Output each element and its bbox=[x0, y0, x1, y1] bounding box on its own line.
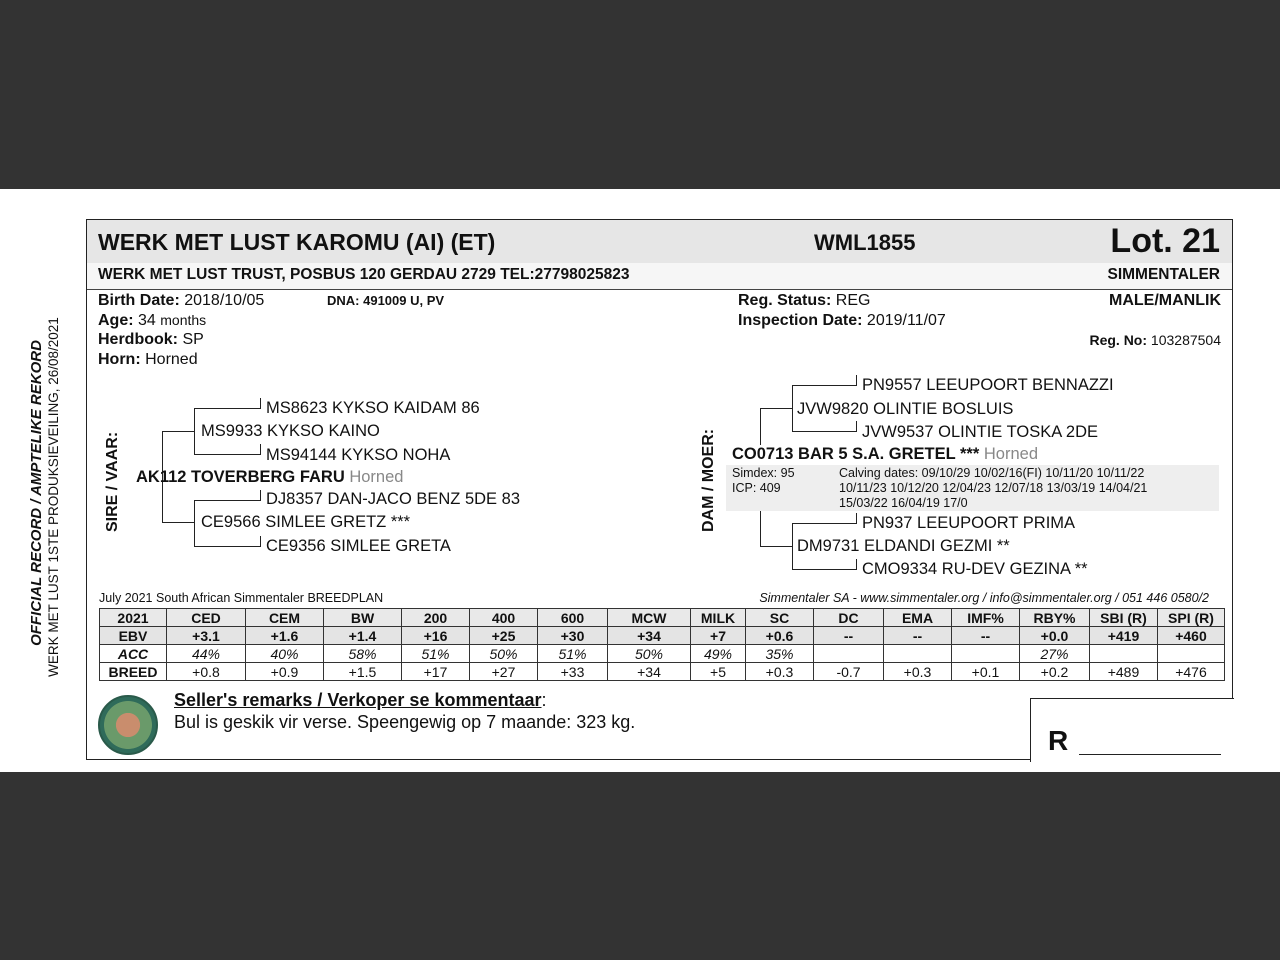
price-currency-label: R bbox=[1048, 725, 1069, 756]
owner-info: WERK MET LUST TRUST, POSBUS 120 GERDAU 2729 TEL:27798025823 bbox=[98, 266, 630, 283]
ebv-cell: -- bbox=[814, 627, 884, 645]
ebv-row-label: BREED bbox=[100, 663, 167, 681]
ebv-header-cell: MCW bbox=[608, 609, 691, 627]
horn bbox=[98, 351, 198, 369]
bottom-dark-band bbox=[0, 772, 1280, 960]
reg-number bbox=[1089, 332, 1221, 348]
sire-dam-dam: CE9356 SIMLEE GRETA bbox=[266, 537, 451, 555]
ebv-cell: 35% bbox=[746, 645, 814, 663]
herdbook-label: Herdbook: bbox=[98, 331, 178, 348]
ebv-cell: +1.6 bbox=[246, 627, 324, 645]
age-unit: months bbox=[160, 312, 207, 328]
inspection-label: Inspection Date: bbox=[738, 312, 863, 329]
ebv-cell: 58% bbox=[324, 645, 402, 663]
inspection-date bbox=[738, 312, 946, 330]
dam-calving-line-2: 10/11/23 10/12/20 12/04/23 12/07/18 13/03/19 14/04/21 bbox=[839, 481, 1148, 495]
ebv-cell: +30 bbox=[538, 627, 608, 645]
breed-name: SIMMENTALER bbox=[1107, 266, 1220, 283]
ebv-cell: +16 bbox=[402, 627, 470, 645]
ebv-cell: +0.0 bbox=[1020, 627, 1090, 645]
ebv-cell bbox=[1158, 645, 1225, 663]
dam-dam-sire: PN937 LEEUPOORT PRIMA bbox=[862, 514, 1076, 532]
ebv-header-cell: DC bbox=[814, 609, 884, 627]
ebv-row-breed bbox=[100, 663, 1225, 681]
inspection-value: 2019/11/07 bbox=[866, 312, 946, 329]
ebv-cell bbox=[884, 645, 952, 663]
price-write-line[interactable] bbox=[1079, 754, 1221, 755]
auction-label: WERK MET LUST 1STE PRODUKSIEVEILING, 26/08/2021 bbox=[46, 317, 61, 677]
ebv-cell: +0.1 bbox=[952, 663, 1020, 681]
price-box[interactable] bbox=[1030, 698, 1234, 762]
age-value: 34 bbox=[138, 312, 156, 329]
ebv-cell: 50% bbox=[470, 645, 538, 663]
ebv-cell: +27 bbox=[470, 663, 538, 681]
ebv-header-cell: IMF% bbox=[952, 609, 1020, 627]
ebv-cell: +476 bbox=[1158, 663, 1225, 681]
ebv-header-cell: SC bbox=[746, 609, 814, 627]
reg-status-label: Reg. Status: bbox=[738, 292, 832, 309]
ebv-cell: +7 bbox=[691, 627, 746, 645]
ebv-cell: -0.7 bbox=[814, 663, 884, 681]
ebv-cell: +17 bbox=[402, 663, 470, 681]
dam-sire-dam: JVW9537 OLINTIE TOSKA 2DE bbox=[862, 423, 1098, 441]
sire-dam-sire: DJ8357 DAN-JACO BENZ 5DE 83 bbox=[266, 490, 521, 508]
ebv-cell: 40% bbox=[246, 645, 324, 663]
sex: MALE/MANLIK bbox=[1109, 292, 1221, 309]
ebv-header-cell: EMA bbox=[884, 609, 952, 627]
breedplan-note: July 2021 South African Simmentaler BREEDPLAN bbox=[99, 591, 384, 605]
ebv-cell: +0.3 bbox=[884, 663, 952, 681]
dam-animal bbox=[732, 445, 1038, 464]
ebv-row-ebv bbox=[100, 627, 1225, 645]
sire-dam: CE9566 SIMLEE GRETZ *** bbox=[201, 513, 411, 531]
reg-status bbox=[738, 292, 870, 310]
sire-name: AK112 TOVERBERG FARU bbox=[136, 468, 345, 486]
ebv-cell: 49% bbox=[691, 645, 746, 663]
dam-calving-line-1: Calving dates: 09/10/29 10/02/16(FI) 10/11/20 10/11/22 bbox=[839, 466, 1145, 480]
ebv-cell: -- bbox=[952, 627, 1020, 645]
ebv-row-label: ACC bbox=[100, 645, 167, 663]
official-record-sidebar bbox=[28, 283, 88, 703]
ebv-row-label: EBV bbox=[100, 627, 167, 645]
ebv-cell: +0.9 bbox=[246, 663, 324, 681]
ebv-header-cell: SBI (R) bbox=[1090, 609, 1158, 627]
herdbook-value: SP bbox=[182, 331, 204, 348]
dam-horn: Horned bbox=[983, 445, 1038, 463]
sire-horn: Horned bbox=[349, 468, 404, 486]
horn-value: Horned bbox=[145, 351, 198, 368]
ebv-row-acc bbox=[100, 645, 1225, 663]
ebv-cell: +419 bbox=[1090, 627, 1158, 645]
remarks-text: Bul is geskik vir verse. Speengewig op 7 maande: 323 kg. bbox=[174, 712, 636, 732]
ebv-cell: +33 bbox=[538, 663, 608, 681]
age-label: Age: bbox=[98, 312, 134, 329]
ebv-header-cell: BW bbox=[324, 609, 402, 627]
dam-dam-dam: CMO9334 RU-DEV GEZINA ** bbox=[862, 560, 1088, 578]
ebv-cell: +34 bbox=[608, 627, 691, 645]
ebv-cell: +25 bbox=[470, 627, 538, 645]
ebv-cell: 27% bbox=[1020, 645, 1090, 663]
ebv-cell: +1.4 bbox=[324, 627, 402, 645]
society-contact: Simmentaler SA - www.simmentaler.org / info@simmentaler.org / 051 446 0580/2 bbox=[759, 591, 1209, 605]
ebv-cell: 51% bbox=[538, 645, 608, 663]
animal-name: WERK MET LUST KAROMU (AI) (ET) bbox=[98, 229, 496, 255]
remarks-heading bbox=[174, 690, 547, 711]
dam-section-label: DAM / MOER: bbox=[700, 428, 717, 532]
ebv-cell: +34 bbox=[608, 663, 691, 681]
birth-date-label: Birth Date: bbox=[98, 292, 180, 309]
ebv-header-row bbox=[100, 609, 1225, 627]
dam-dam: DM9731 ELDANDI GEZMI ** bbox=[797, 537, 1010, 555]
age bbox=[98, 312, 206, 330]
ebv-cell: +0.2 bbox=[1020, 663, 1090, 681]
ebv-header-cell: RBY% bbox=[1020, 609, 1090, 627]
ebv-cell: +0.8 bbox=[167, 663, 246, 681]
ebv-header-cell: 200 bbox=[402, 609, 470, 627]
dam-sire: JVW9820 OLINTIE BOSLUIS bbox=[797, 400, 1014, 418]
ebv-cell: +5 bbox=[691, 663, 746, 681]
ebv-cell: +0.3 bbox=[746, 663, 814, 681]
reg-status-value: REG bbox=[835, 292, 871, 309]
ebv-cell bbox=[1090, 645, 1158, 663]
ebv-cell: +460 bbox=[1158, 627, 1225, 645]
ebv-cell bbox=[952, 645, 1020, 663]
owner-bar bbox=[87, 263, 1232, 290]
remarks-colon: : bbox=[541, 690, 547, 710]
dna-info: DNA: 491009 U, PV bbox=[327, 293, 445, 308]
ebv-header-cell: CEM bbox=[246, 609, 324, 627]
sire-sire-sire: MS8623 KYKSO KAIDAM 86 bbox=[266, 399, 480, 417]
ebv-cell: 50% bbox=[608, 645, 691, 663]
birth-date-value: 2018/10/05 bbox=[184, 292, 265, 309]
official-record-label: OFFICIAL RECORD / AMPTELIKE REKORD bbox=[28, 340, 45, 646]
dam-icp: ICP: 409 bbox=[732, 481, 781, 495]
ebv-cell: 51% bbox=[402, 645, 470, 663]
ebv-header-cell: MILK bbox=[691, 609, 746, 627]
sire-sire-dam: MS94144 KYKSO NOHA bbox=[266, 446, 451, 464]
sire-animal bbox=[136, 468, 403, 487]
ebv-cell bbox=[814, 645, 884, 663]
lot-header bbox=[87, 220, 1232, 264]
ebv-cell: +0.6 bbox=[746, 627, 814, 645]
ebv-cell: +3.1 bbox=[167, 627, 246, 645]
animal-id-code: WML1855 bbox=[814, 230, 916, 255]
ebv-header-cell: 600 bbox=[538, 609, 608, 627]
reg-no-value: 103287504 bbox=[1150, 332, 1221, 348]
remarks-title: Seller's remarks / Verkoper se kommentaar bbox=[174, 690, 542, 710]
birth-date bbox=[98, 292, 264, 310]
ebv-cell: +1.5 bbox=[324, 663, 402, 681]
ebv-table bbox=[99, 608, 1225, 681]
ebv-header-cell: SPI (R) bbox=[1158, 609, 1225, 627]
dam-sire-sire: PN9557 LEEUPOORT BENNAZZI bbox=[862, 376, 1114, 394]
horn-label: Horn: bbox=[98, 351, 141, 368]
reg-no-label: Reg. No: bbox=[1089, 332, 1148, 348]
dam-name: CO0713 BAR 5 S.A. GRETEL *** bbox=[732, 445, 980, 463]
ebv-cell: +489 bbox=[1090, 663, 1158, 681]
simmentaler-logo bbox=[98, 695, 158, 755]
top-dark-band bbox=[0, 0, 1280, 189]
lot-number: Lot. 21 bbox=[1110, 222, 1220, 260]
sire-section-label: SIRE / VAAR: bbox=[104, 431, 121, 532]
ebv-cell: -- bbox=[884, 627, 952, 645]
herdbook bbox=[98, 331, 204, 349]
dam-calving-line-3: 15/03/22 16/04/19 17/0 bbox=[839, 496, 968, 510]
sire-sire: MS9933 KYKSO KAINO bbox=[201, 422, 380, 440]
ebv-cell: 44% bbox=[167, 645, 246, 663]
ebv-header-cell: 2021 bbox=[100, 609, 167, 627]
dam-simdex: Simdex: 95 bbox=[732, 466, 795, 480]
ebv-header-cell: 400 bbox=[470, 609, 538, 627]
ebv-header-cell: CED bbox=[167, 609, 246, 627]
